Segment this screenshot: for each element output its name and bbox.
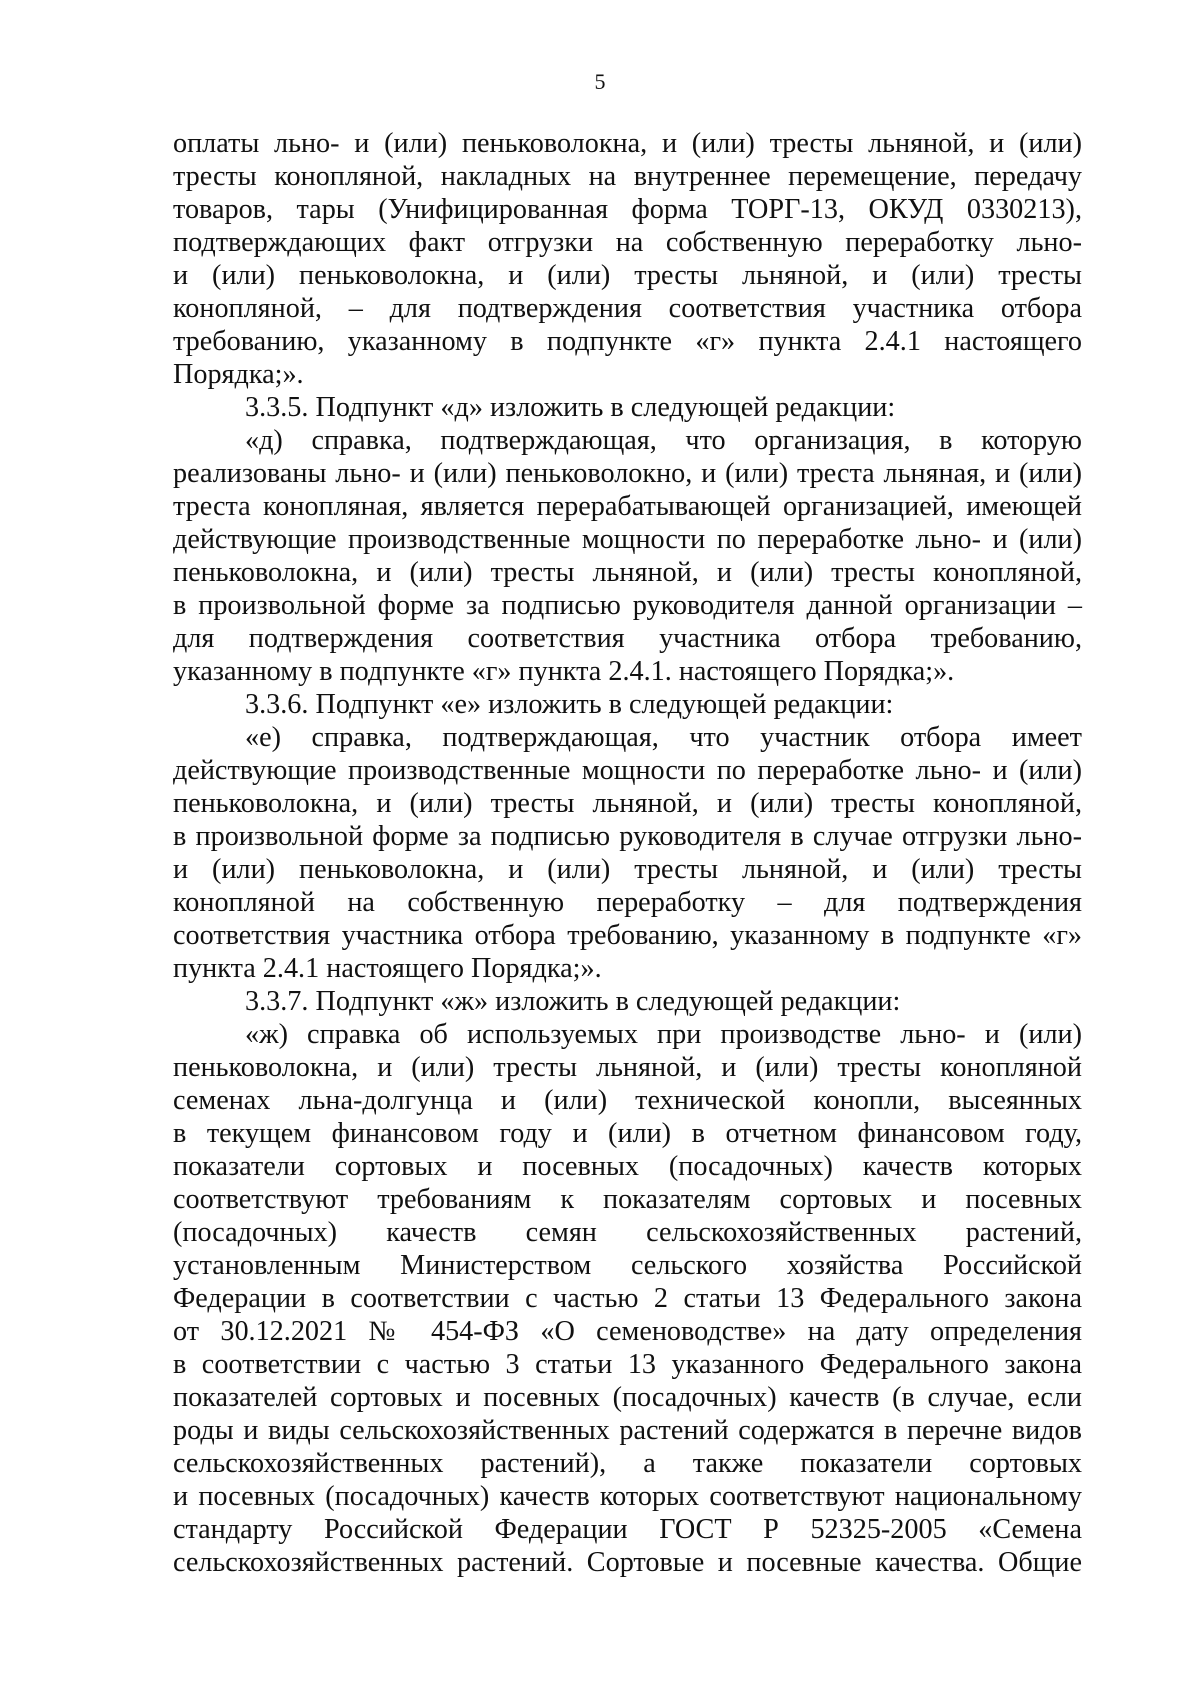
text-line: пункта 2.4.1 настоящего Порядка;».: [173, 953, 602, 984]
text-line: «е) справка, подтверждающая, что участник отбора имеет: [245, 722, 1082, 753]
paragraph: [173, 424, 1082, 688]
text-line: семенах льна-долгунца и (или) технической конопли, высеянных: [173, 1085, 1082, 1116]
text-line: в произвольной форме за подписью руководителя данной организации –: [173, 590, 1082, 621]
paragraph: [173, 985, 1082, 1018]
text-line: конопляной, – для подтверждения соответствия участника отбора: [173, 293, 1082, 324]
text-line: показатели сортовых и посевных (посадочных) качеств которых: [173, 1151, 1082, 1182]
text-line: сельскохозяйственных растений. Сортовые и посевные качества. Общие: [173, 1547, 1082, 1578]
paragraph: [173, 127, 1082, 391]
text-line: «ж) справка об используемых при производстве льно- и (или): [245, 1019, 1082, 1050]
text-line: треста конопляная, является перерабатывающей организацией, имеющей: [173, 491, 1082, 522]
paragraph: [173, 1018, 1082, 1579]
text-line: Федерации в соответствии с частью 2 статьи 13 Федерального закона: [173, 1283, 1082, 1314]
text-line: реализованы льно- и (или) пеньковолокно, и (или) треста льняная, и (или): [173, 458, 1082, 489]
text-line: действующие производственные мощности по переработке льно- и (или): [173, 524, 1082, 555]
text-line: конопляной на собственную переработку – для подтверждения: [173, 887, 1082, 918]
text-line: в соответствии с частью 3 статьи 13 указанного Федерального закона: [173, 1349, 1082, 1380]
text-line: 3.3.5. Подпункт «д» изложить в следующей редакции:: [245, 392, 896, 423]
text-line: оплаты льно- и (или) пеньковолокна, и (или) тресты льняной, и (или): [173, 128, 1082, 159]
text-line: роды и виды сельскохозяйственных растений содержатся в перечне видов: [173, 1415, 1082, 1446]
text-line: от 30.12.2021 № 454-ФЗ «О семеноводстве» на дату определения: [173, 1316, 1082, 1347]
text-line: требованию, указанному в подпункте «г» пункта 2.4.1 настоящего: [173, 326, 1082, 357]
text-line: и (или) пеньковолокна, и (или) тресты льняной, и (или) тресты: [173, 260, 1082, 291]
document-body: [173, 127, 1082, 1579]
paragraph: [173, 688, 1082, 721]
text-line: 3.3.7. Подпункт «ж» изложить в следующей редакции:: [245, 986, 901, 1017]
paragraph: [173, 721, 1082, 985]
text-line: (посадочных) качеств семян сельскохозяйственных растений,: [173, 1217, 1082, 1248]
text-line: подтверждающих факт отгрузки на собственную переработку льно-: [173, 227, 1082, 258]
text-line: установленным Министерством сельского хозяйства Российской: [173, 1250, 1082, 1281]
text-line: пеньковолокна, и (или) тресты льняной, и (или) тресты конопляной: [173, 1052, 1082, 1083]
text-line: действующие производственные мощности по переработке льно- и (или): [173, 755, 1082, 786]
text-line: сельскохозяйственных растений), а также показатели сортовых: [173, 1448, 1082, 1479]
text-line: и посевных (посадочных) качеств которых соответствуют национальному: [173, 1481, 1082, 1512]
text-line: пеньковолокна, и (или) тресты льняной, и (или) тресты конопляной,: [173, 788, 1082, 819]
text-line: в текущем финансовом году и (или) в отчетном финансовом году,: [173, 1118, 1082, 1149]
text-line: для подтверждения соответствия участника отбора требованию,: [173, 623, 1082, 654]
text-line: 3.3.6. Подпункт «е» изложить в следующей редакции:: [245, 689, 894, 720]
text-line: товаров, тары (Унифицированная форма ТОРГ-13, ОКУД 0330213),: [173, 194, 1082, 225]
text-line: стандарту Российской Федерации ГОСТ Р 52325-2005 «Семена: [173, 1514, 1082, 1545]
text-line: указанному в подпункте «г» пункта 2.4.1. настоящего Порядка;».: [173, 656, 955, 687]
text-line: Порядка;».: [173, 359, 304, 390]
text-line: тресты конопляной, накладных на внутреннее перемещение, передачу: [173, 161, 1082, 192]
text-line: пеньковолокна, и (или) тресты льняной, и (или) тресты конопляной,: [173, 557, 1082, 588]
page-number: 5: [594, 69, 606, 94]
text-line: «д) справка, подтверждающая, что организация, в которую: [245, 425, 1082, 456]
text-line: соответствуют требованиям к показателям сортовых и посевных: [173, 1184, 1082, 1215]
text-line: соответствия участника отбора требованию, указанному в подпункте «г»: [173, 920, 1082, 951]
text-line: показателей сортовых и посевных (посадочных) качеств (в случае, если: [173, 1382, 1082, 1413]
paragraph: [173, 391, 1082, 424]
text-line: и (или) пеньковолокна, и (или) тресты льняной, и (или) тресты: [173, 854, 1082, 885]
text-line: в произвольной форме за подписью руководителя в случае отгрузки льно-: [173, 821, 1082, 852]
